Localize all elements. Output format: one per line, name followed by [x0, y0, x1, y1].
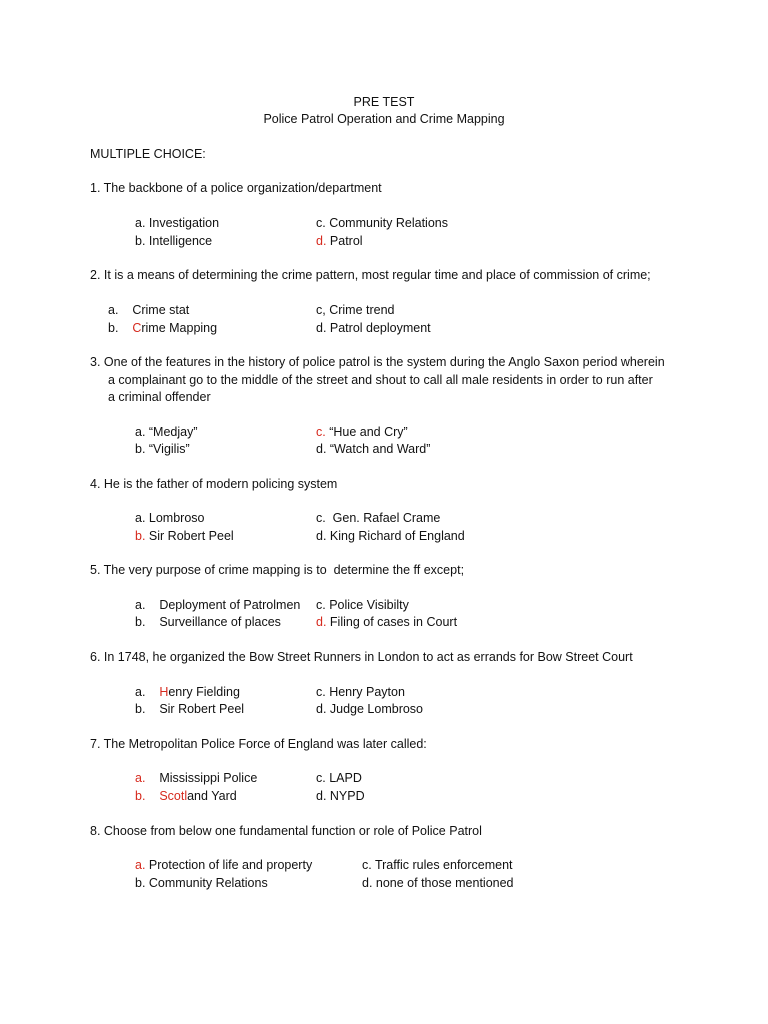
q1-option-a: a. Investigation — [135, 216, 220, 230]
q3-option-a: a. “Medjay” — [135, 425, 198, 439]
question-2: 2. It is a means of determining the crime pattern, most regular time and place of commission of crime; — [90, 268, 651, 282]
option-prefix: b. — [108, 321, 133, 335]
q3-option-c — [316, 424, 408, 440]
q6-option-b: b. Sir Robert Peel — [135, 702, 245, 716]
q5-option-d — [316, 614, 457, 630]
answer-mark: d. — [316, 615, 327, 629]
q7-option-c: c. LAPD — [316, 771, 362, 785]
q4-option-a: a. Lombroso — [135, 511, 205, 525]
q4-option-c: c. Gen. Rafael Crame — [316, 511, 441, 525]
question-5: 5. The very purpose of crime mapping is to determine the ff except; — [90, 563, 465, 577]
q7-option-b — [135, 788, 237, 804]
q8-option-d: d. none of those mentioned — [362, 876, 514, 890]
answer-mark: H — [159, 685, 169, 699]
q8-option-b: b. Community Relations — [135, 876, 268, 890]
question-1: 1. The backbone of a police organization/department — [90, 181, 382, 195]
answer-mark: d. — [316, 234, 327, 248]
section-heading: MULTIPLE CHOICE: — [90, 147, 206, 161]
option-text: Filing of cases in Court — [326, 615, 458, 629]
option-text: Sir Robert Peel — [145, 529, 234, 543]
q4-option-d: d. King Richard of England — [316, 529, 465, 543]
answer-mark: a. — [135, 858, 146, 872]
q2-option-c: c, Crime trend — [316, 303, 395, 317]
q3-option-d: d. “Watch and Ward” — [316, 442, 431, 456]
page-title: PRE TEST — [353, 95, 415, 109]
q1-option-b: b. Intelligence — [135, 234, 213, 248]
option-text: and Yard — [187, 789, 237, 803]
answer-mark: c. — [316, 425, 326, 439]
q5-option-a: a. Deployment of Patrolmen — [135, 598, 301, 612]
answer-mark: b. — [135, 529, 146, 543]
question-7: 7. The Metropolitan Police Force of England was later called: — [90, 737, 427, 751]
q1-option-d — [316, 233, 363, 249]
option-text: Protection of life and property — [145, 858, 313, 872]
q6-option-c: c. Henry Payton — [316, 685, 405, 699]
option-prefix: a. — [135, 685, 160, 699]
question-8: 8. Choose from below one fundamental function or role of Police Patrol — [90, 824, 482, 838]
option-text: Mississippi Police — [145, 771, 258, 785]
page-subtitle: Police Patrol Operation and Crime Mapping — [263, 112, 505, 126]
question-6: 6. In 1748, he organized the Bow Street Runners in London to act as errands for Bow Street Court — [90, 650, 633, 664]
q4-option-b — [135, 528, 234, 544]
q5-option-c: c. Police Visibilty — [316, 598, 409, 612]
question-3-line-3: a criminal offender — [108, 390, 211, 404]
question-4: 4. He is the father of modern policing system — [90, 477, 338, 491]
q5-option-b: b. Surveillance of places — [135, 615, 281, 629]
q7-option-a — [135, 770, 257, 786]
q6-option-a — [135, 684, 240, 700]
q2-option-b — [108, 320, 217, 336]
q8-option-a — [135, 857, 312, 873]
q3-option-b: b. “Vigilis” — [135, 442, 190, 456]
q6-option-d: d. Judge Lombroso — [316, 702, 424, 716]
q1-option-c: c. Community Relations — [316, 216, 448, 230]
q7-option-d: d. NYPD — [316, 789, 365, 803]
option-text: rime Mapping — [141, 321, 218, 335]
q2-option-d: d. Patrol deployment — [316, 321, 431, 335]
answer-mark: b. Scotl — [135, 789, 188, 803]
option-text: enry Fielding — [168, 685, 240, 699]
option-text: “Hue and Cry” — [325, 425, 408, 439]
question-3-line-1: 3. One of the features in the history of police patrol is the system during the Anglo Saxon period wherein — [90, 355, 665, 369]
answer-mark: C — [132, 321, 142, 335]
q8-option-c: c. Traffic rules enforcement — [362, 858, 513, 872]
q2-option-a: a. Crime stat — [108, 303, 190, 317]
option-text: Patrol — [326, 234, 363, 248]
question-3-line-2: a complainant go to the middle of the street and shout to call all male residents in order to run after — [108, 373, 653, 387]
answer-mark: a. — [135, 771, 146, 785]
